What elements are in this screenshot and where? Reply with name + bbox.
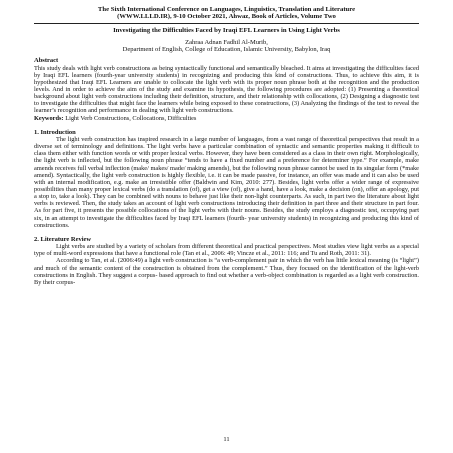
abstract-heading: Abstract [34,57,59,65]
author-affiliation: Department of English, College of Education, Islamic University, Babylon, Iraq [122,46,331,54]
keywords [34,115,419,122]
literature-review-paragraph-2: According to Tan, et al. (2006:49) a light verb construction is “a verb-complement pair in which the verb has little lexical meaning (is “light”) and much of the semantic content of the construction is obtained from the complement.” Thus, they focused on the identification of the light-verb constructions in English. They suggest a corpus- based approach to find out whether a verb-object combination is regarded as a light verb construction. By their corpus- [34,257,419,286]
conference-line-1: The Sixth International Conference on Languages, Linguistics, Translation and Literature [97,6,356,13]
paper-title: Investigating the Difficulties Faced by Iraqi EFL Learners in Using Light Verbs [113,26,340,34]
conference-header [34,6,419,21]
literature-review-heading: 2. Literature Review [34,235,92,243]
page-number: 11 [223,436,230,443]
author-name: Zahraa Adnan Fadhil Al-Murib, [185,38,268,46]
abstract-text: This study deals with light verb constructions as being syntactically functional and semantically bleached. It aims at investigating the difficulties faced by Iraqi EFL learners (fourth-year university students) in recognizing and producing this kind of constructions. Thus, to achieve this aim, it is hypothesized that Iraqi EFL Learners are unable to collocate the light verb with its proper noun phrase both at the recognition and the production levels. And in order to achieve the aim of the study and examine its hypothesis, the following procedures are adopted: (1) Presenting a theoretical background about light verb constructions including their definition, structure, and their relationship with collocations, (2) Designing a diagnostic test to investigate the difficulties that might face the learners while being exposed to these constructions, (3) Analyzing the findings of the test to reveal the learner’s recognition and performance in dealing with light verb constructions. [34,64,419,115]
keywords-label: Keywords: [34,114,64,122]
introduction-heading: 1. Introduction [34,128,76,136]
keywords-text: Light Verb Constructions, Collocations, Difficulties [63,114,197,122]
introduction-text: The light verb construction has inspired research in a large number of languages, from a vast range of theoretical perspectives that result in a diverse set of terminology and definitions. The light verbs have a particular combination of syntactic and semantic properties making it difficult to class them either with function words or with proper lexical verbs. However, they have been considered as a class in their own right. Morphologically, the light verb is inflected, but the following noun phrase “tends to have a fixed number and a preference for determiner type.” For example, make amends receives full verbal inflection (make/ makes/ made/ making amends), but the following noun phrase cannot be used in its singular form (*make amend). Syntactically, the light verb construction is highly flexible, i.e. it can be made passive, for instance, an offer was made and it can also be used with an internal modification, e.g. make an irresistible offer (Baldwin and Kim, 2010: 277). Besides, light verbs offer a wider range of expressive possibilities than many proper lexical verbs (do a translation (of), get a view (of), give a hand, have a look, make a decision (on), offer an apology, put a stop to, take a look). They can be combined with nouns to behave just like their non-light counterparts. As such, in part two the literature about light verbs is reviewed. Then, the study takes an account of light verb constructions introducing their definition in part three and their structure in part four. As for part five, it presents the possible collocations of the light verbs with their nouns. Besides, the study employs a diagnostic test, occupying part six, in an attempt to investigate the difficulties faced by Iraqi EFL learners (fourth- year university students) in recognizing and producing this kind of constructions. [34,135,419,229]
literature-review-paragraph-1: Light verbs are studied by a variety of scholars from different theoretical and practical perspectives. Most studies view light verbs as a special type of multi-word expressions that have a functional role (Tan et al., 2006: 49; Vincze et al., 2011: 116; and Tu and Roth, 2011: 31). [34,243,419,258]
conference-line-2: (WWW.LLLD.IR), 9-10 October 2021, Ahwaz, Book of Articles, Volume Two [117,13,336,21]
header-rule [34,23,419,24]
